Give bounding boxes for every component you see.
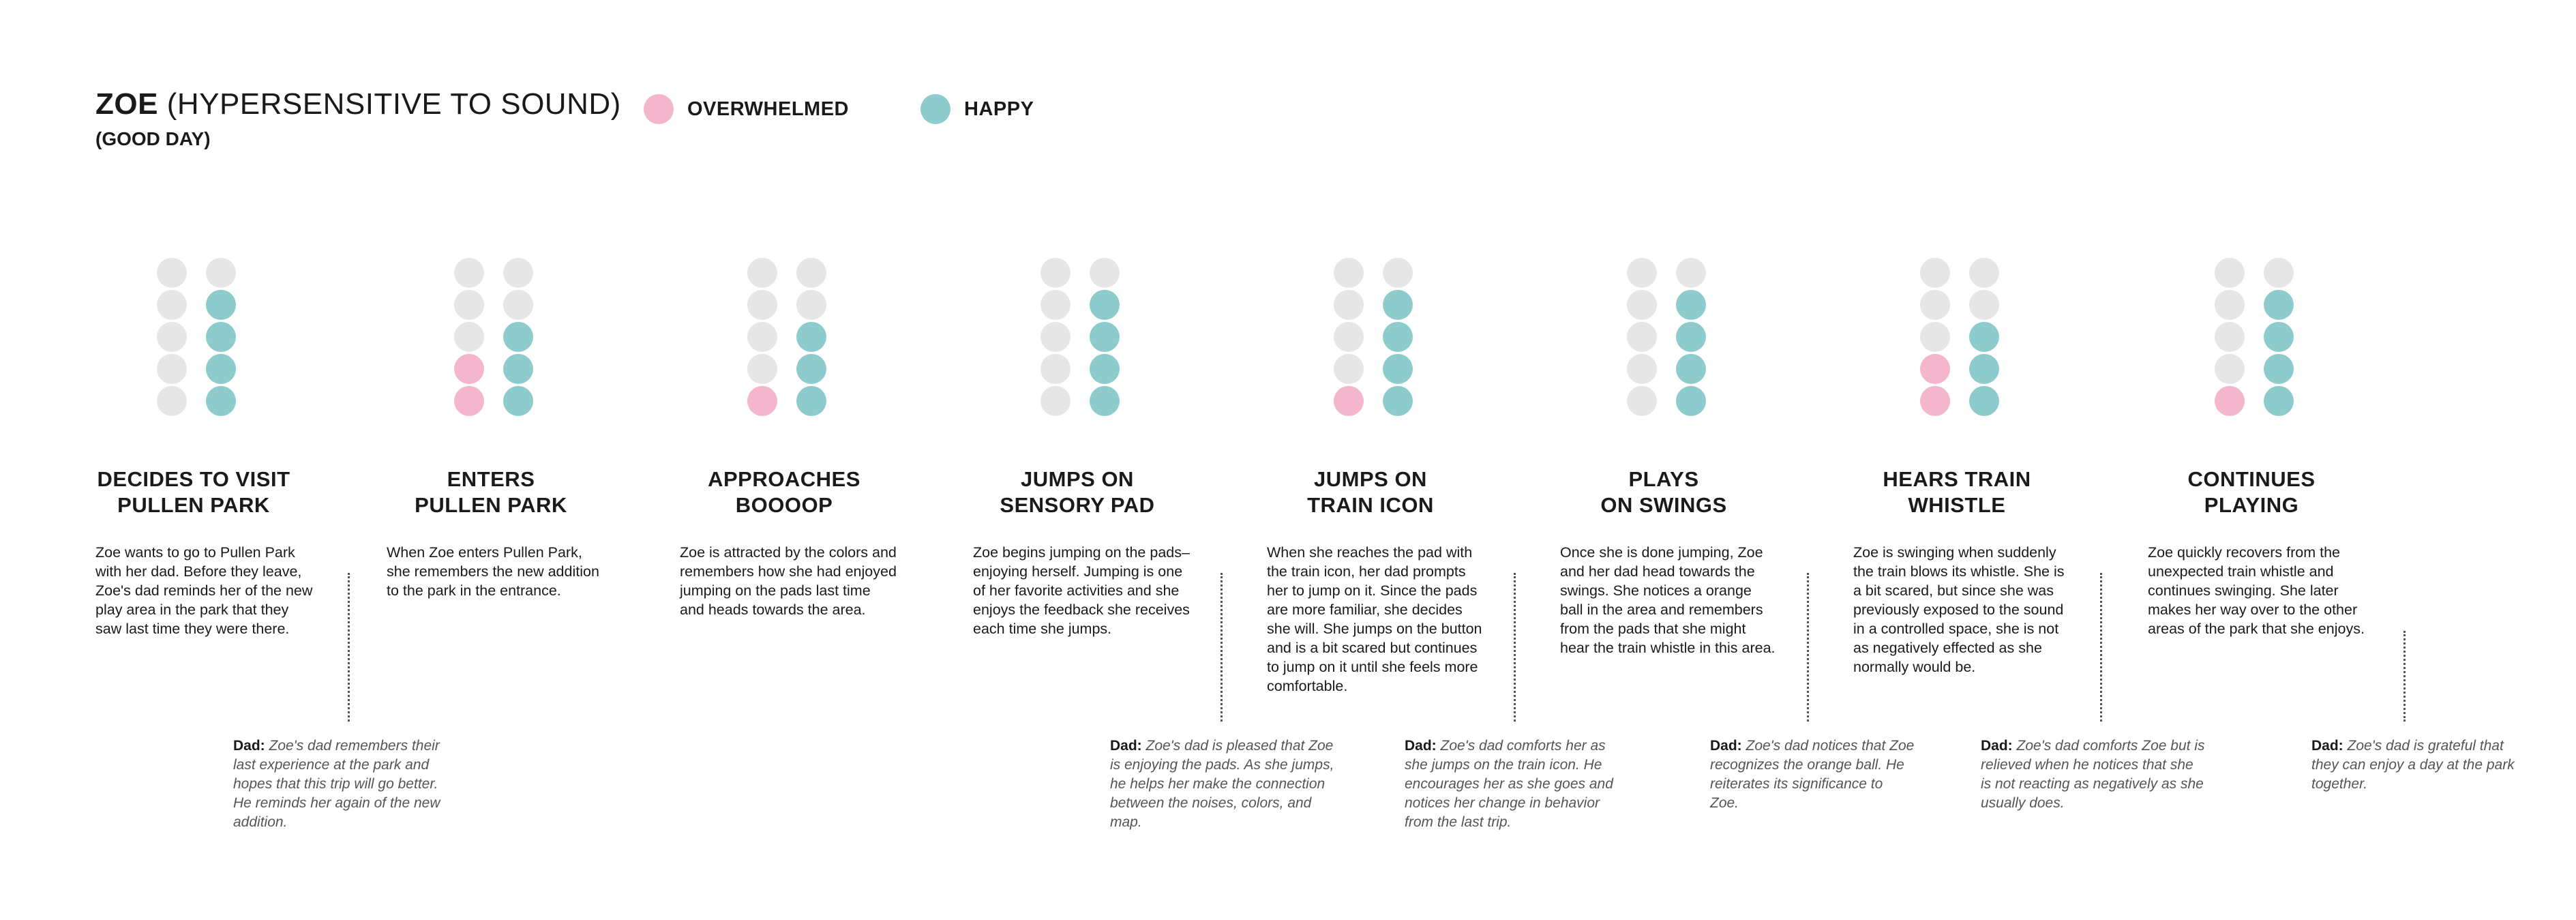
- empty-dot: [796, 258, 826, 288]
- empty-dot: [1627, 322, 1657, 352]
- connector-line: [2100, 573, 2102, 722]
- empty-dot: [1383, 258, 1413, 288]
- stage-title: DECIDES TO VISIT PULLEN PARK: [97, 467, 290, 517]
- stage-title: PLAYS ON SWINGS: [1600, 467, 1727, 517]
- legend-overwhelmed-label: OVERWHELMED: [687, 98, 849, 120]
- connector-line: [1514, 573, 1516, 722]
- connector-line: [1807, 573, 1809, 722]
- empty-dot: [1676, 258, 1706, 288]
- empty-dot: [1334, 258, 1364, 288]
- happy-dot: [1090, 386, 1120, 416]
- empty-dot: [157, 322, 187, 352]
- overwhelmed-dot: [1920, 386, 1950, 416]
- connector-line: [348, 573, 350, 722]
- empty-dot: [2215, 354, 2245, 384]
- stage-title: HEARS TRAIN WHISTLE: [1883, 467, 2031, 517]
- happy-dot: [206, 322, 236, 352]
- stage-description: Zoe quickly recovers from the unexpected train whistle and continues swinging. She later makes her way over to the other areas of the park that she enjoys.: [2148, 544, 2365, 637]
- dad-label: Dad:: [1710, 738, 1742, 754]
- happy-dot: [1090, 322, 1120, 352]
- connector-line: [2403, 631, 2406, 722]
- stage-description: When she reaches the pad with the train icon, her dad prompts her to jump on it. Since the pads are more familiar, she decides she will. She jumps on the button and is a bit scared but continues to jump on it until she feels more comfortable.: [1267, 544, 1482, 694]
- empty-dot: [747, 322, 777, 352]
- dad-note: Dad: Zoe's dad comforts Zoe but is relieved when he notices that she is not reacting as negatively as she usually does.: [1981, 738, 2205, 811]
- empty-dot: [157, 386, 187, 416]
- stage-title: CONTINUES PLAYING: [2187, 467, 2316, 517]
- happy-dot: [206, 354, 236, 384]
- empty-dot: [1090, 258, 1120, 288]
- connector-line: [1220, 573, 1223, 722]
- empty-dot: [1969, 258, 1999, 288]
- dad-label: Dad:: [1405, 738, 1437, 754]
- dad-label: Dad:: [1981, 738, 2013, 754]
- overwhelmed-dot: [454, 386, 484, 416]
- empty-dot: [1040, 258, 1070, 288]
- stage-title: JUMPS ON SENSORY PAD: [1000, 467, 1155, 517]
- stage-title: APPROACHES BOOOOP: [708, 467, 860, 517]
- stage-description: When Zoe enters Pullen Park, she remembers the new addition to the park in the entrance.: [387, 544, 599, 599]
- empty-dot: [2215, 322, 2245, 352]
- empty-dot: [1040, 354, 1070, 384]
- happy-dot: [206, 386, 236, 416]
- empty-dot: [503, 290, 533, 320]
- empty-dot: [157, 354, 187, 384]
- emotion-dots: [1040, 258, 1122, 416]
- happy-dot: [1969, 386, 1999, 416]
- stage-description: Zoe wants to go to Pullen Park with her dad. Before they leave, Zoe's dad reminds her of the new play area in the park that they saw last time they were there.: [95, 544, 313, 637]
- empty-dot: [2215, 258, 2245, 288]
- emotion-dots: [747, 258, 829, 416]
- overwhelmed-dot: [2215, 386, 2245, 416]
- empty-dot: [1334, 290, 1364, 320]
- happy-dot: [2264, 386, 2294, 416]
- empty-dot: [157, 258, 187, 288]
- empty-dot: [1334, 354, 1364, 384]
- page-subtitle: (GOOD DAY): [95, 128, 211, 149]
- empty-dot: [454, 258, 484, 288]
- overwhelmed-dot: [1920, 354, 1950, 384]
- page-title: ZOE (HYPERSENSITIVE TO SOUND): [95, 87, 621, 121]
- empty-dot: [454, 322, 484, 352]
- happy-dot: [1676, 354, 1706, 384]
- happy-dot: [1676, 290, 1706, 320]
- emotion-dots: [157, 258, 239, 416]
- happy-dot: [1676, 322, 1706, 352]
- happy-dot: [1383, 354, 1413, 384]
- dad-label: Dad:: [1110, 738, 1142, 754]
- happy-dot: [503, 386, 533, 416]
- empty-dot: [1040, 290, 1070, 320]
- empty-dot: [1920, 258, 1950, 288]
- empty-dot: [1040, 386, 1070, 416]
- happy-dot: [796, 386, 826, 416]
- dad-note: Dad: Zoe's dad is pleased that Zoe is enjoying the pads. As she jumps, he helps her make the connection between the noises, colors, and map.: [1110, 738, 1334, 830]
- happy-dot: [1383, 290, 1413, 320]
- empty-dot: [206, 258, 236, 288]
- legend-happy: [920, 94, 1034, 124]
- emotion-dots: [1334, 258, 1416, 416]
- dad-label: Dad:: [2311, 738, 2343, 754]
- dad-note: Dad: Zoe's dad is grateful that they can enjoy a day at the park together.: [2311, 738, 2515, 792]
- empty-dot: [747, 258, 777, 288]
- legend-overwhelmed: [644, 94, 849, 124]
- empty-dot: [2215, 290, 2245, 320]
- stage-description: Once she is done jumping, Zoe and her dad head towards the swings. She notices a orange ball in the area and remembers from the pads that she might hear the train whistle in this area.: [1560, 544, 1776, 656]
- empty-dot: [1334, 322, 1364, 352]
- dad-note: Dad: Zoe's dad notices that Zoe recognizes the orange ball. He reiterates its significance to Zoe.: [1710, 738, 1915, 811]
- dad-note: Dad: Zoe's dad remembers their last experience at the park and hopes that this trip will go better. He reminds her again of the new addition.: [233, 738, 440, 830]
- empty-dot: [796, 290, 826, 320]
- happy-dot: [503, 322, 533, 352]
- empty-dot: [1627, 386, 1657, 416]
- stage-description: Zoe is attracted by the colors and remembers how she had enjoyed jumping on the pads last time and heads towards the area.: [680, 544, 897, 618]
- happy-dot: [206, 290, 236, 320]
- emotion-dots: [1627, 258, 1709, 416]
- empty-dot: [2264, 258, 2294, 288]
- empty-dot: [454, 290, 484, 320]
- overwhelmed-dot: [747, 386, 777, 416]
- happy-dot: [1676, 386, 1706, 416]
- happy-dot: [796, 354, 826, 384]
- legend-overwhelmed-dot: [644, 94, 674, 124]
- happy-dot: [2264, 354, 2294, 384]
- happy-dot: [796, 322, 826, 352]
- overwhelmed-dot: [454, 354, 484, 384]
- empty-dot: [747, 354, 777, 384]
- dad-label: Dad:: [233, 738, 265, 754]
- empty-dot: [1627, 354, 1657, 384]
- happy-dot: [1090, 354, 1120, 384]
- dad-note: Dad: Zoe's dad comforts her as she jumps on the train icon. He encourages her as she goes and notices her change in behavior from the last trip.: [1405, 738, 1613, 830]
- overwhelmed-dot: [1334, 386, 1364, 416]
- empty-dot: [1920, 290, 1950, 320]
- emotion-dots: [2215, 258, 2296, 416]
- happy-dot: [1383, 386, 1413, 416]
- empty-dot: [1920, 322, 1950, 352]
- happy-dot: [2264, 322, 2294, 352]
- header: [95, 87, 621, 150]
- empty-dot: [747, 290, 777, 320]
- empty-dot: [157, 290, 187, 320]
- stage-description: Zoe begins jumping on the pads–enjoying herself. Jumping is one of her favorite activities and she enjoys the feedback she receives each time she jumps.: [973, 544, 1190, 637]
- legend-happy-dot: [920, 94, 950, 124]
- happy-dot: [2264, 290, 2294, 320]
- happy-dot: [1969, 354, 1999, 384]
- happy-dot: [1090, 290, 1120, 320]
- happy-dot: [1383, 322, 1413, 352]
- empty-dot: [503, 258, 533, 288]
- stage-title: ENTERS PULLEN PARK: [415, 467, 567, 517]
- empty-dot: [1040, 322, 1070, 352]
- stage-description: Zoe is swinging when suddenly the train blows its whistle. She is a bit scared, but since she was previously exposed to the sound in a controlled space, she is not as negatively effected as she normally would be.: [1853, 544, 2065, 675]
- emotion-dots: [454, 258, 536, 416]
- happy-dot: [1969, 322, 1999, 352]
- legend-happy-label: HAPPY: [964, 98, 1034, 120]
- empty-dot: [1969, 290, 1999, 320]
- stage-title: JUMPS ON TRAIN ICON: [1307, 467, 1434, 517]
- empty-dot: [1627, 258, 1657, 288]
- happy-dot: [503, 354, 533, 384]
- empty-dot: [1627, 290, 1657, 320]
- emotion-dots: [1920, 258, 2002, 416]
